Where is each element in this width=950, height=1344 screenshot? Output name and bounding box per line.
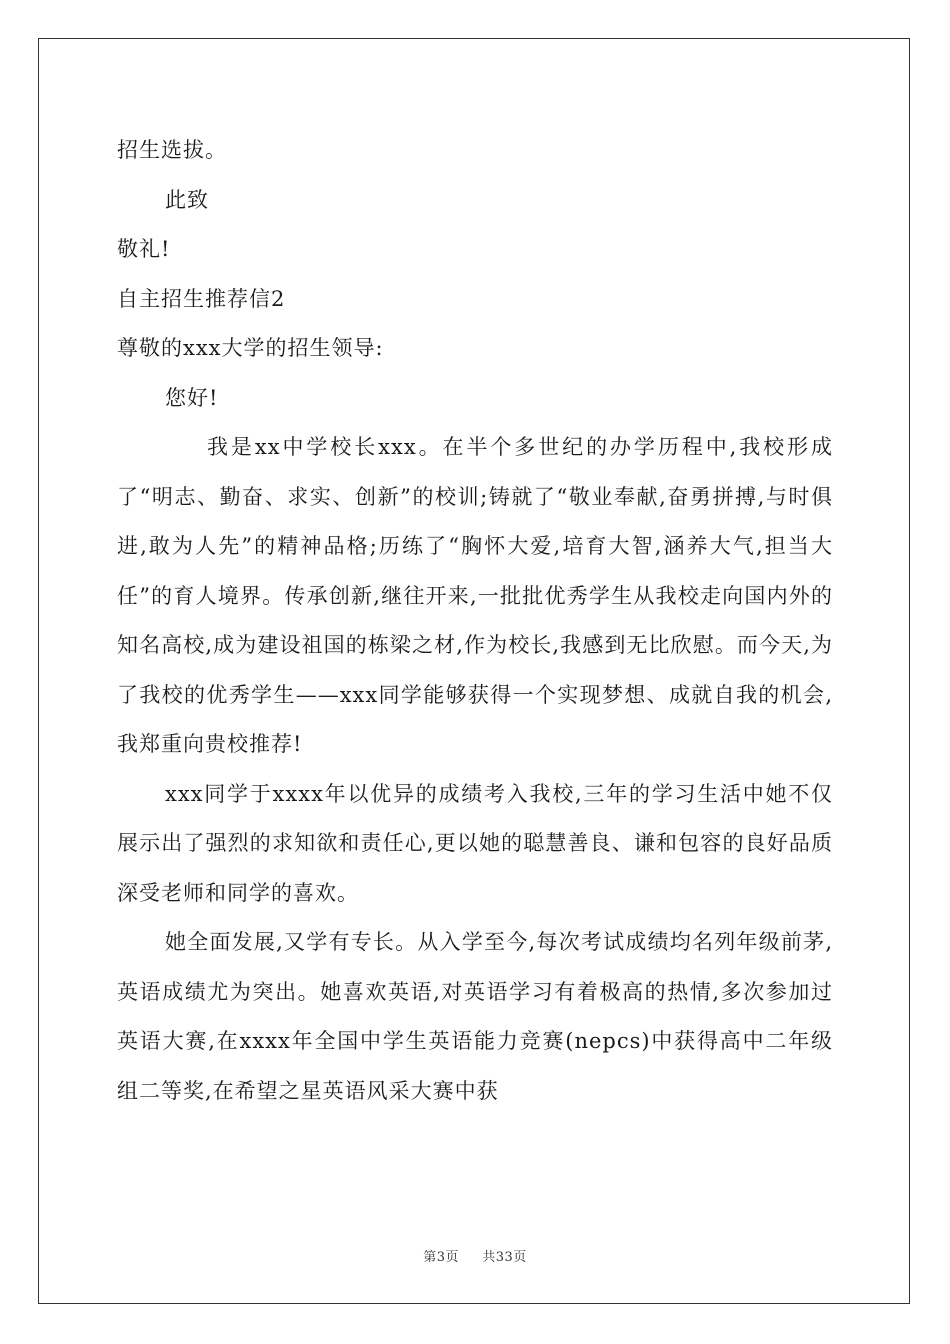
text-line: 招生选拔。 bbox=[117, 138, 227, 162]
addressee-line: 尊敬的xxx大学的招生领导: bbox=[117, 336, 384, 360]
paragraph: xxx同学于xxxx年以优异的成绩考入我校,三年的学习生活中她不仅展示出了强烈的求知欲和责任心,更以她的聪慧善良、谦和包容的良好品质深受老师和同学的喜欢。 bbox=[117, 781, 833, 905]
page-separator bbox=[464, 1250, 478, 1265]
closing-line: 敬礼! bbox=[117, 237, 171, 261]
salutation-line: 此致 bbox=[165, 187, 209, 212]
document-body bbox=[117, 126, 833, 1116]
paragraph: 我是xx中学校长xxx。在半个多世纪的办学历程中,我校形成了“明志、勤奋、求实、创新”的校训;铸就了“敬业奉献,奋勇拼搏,与时俱进,敢为人先”的精神品格;历练了“胸怀大爱,培育大智,涵养大气,担当大任”的育人境界。传承创新,继往开来,一批批优秀学生从我校走向国内外的知名高校,成为建设祖国的栋梁之材,作为校长,我感到无比欣慰。而今天,为了我校的优秀学生——xxx同学能够获得一个实现梦想、成就自我的机会,我郑重向贵校推荐! bbox=[117, 435, 833, 756]
section-title: 自主招生推荐信2 bbox=[117, 286, 286, 311]
paragraph: 她全面发展,又学有专长。从入学至今,每次考试成绩均名列年级前茅,英语成绩尤为突出。她喜欢英语,对英语学习有着极高的热情,多次参加过英语大赛,在xxxx年全国中学生英语能力竞赛(nepcs)中获得高中二年级组二等奖,在希望之星英语风采大赛中获 bbox=[117, 930, 833, 1103]
page-footer bbox=[0, 1246, 950, 1265]
page-total: 共33页 bbox=[482, 1250, 527, 1265]
page-number: 第3页 bbox=[423, 1250, 460, 1265]
greeting-line: 您好! bbox=[165, 385, 219, 410]
